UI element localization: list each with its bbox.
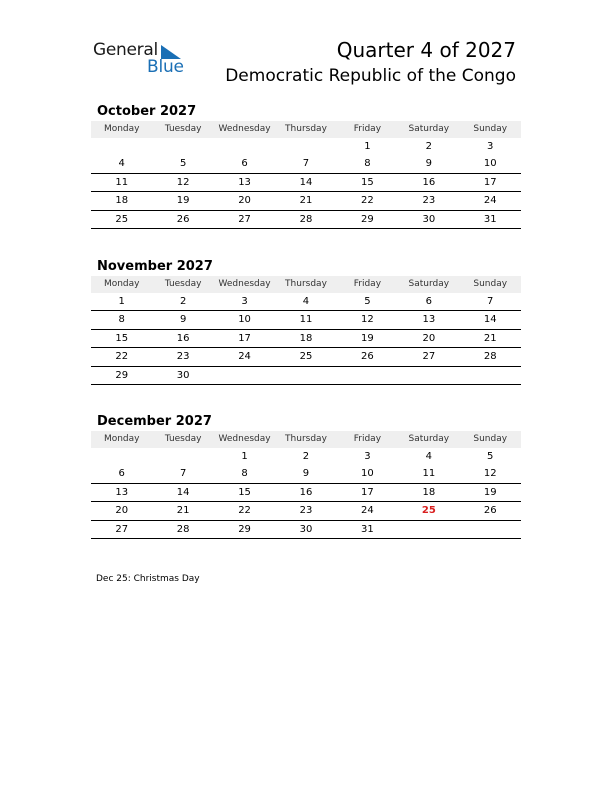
day-cell: 17 [483,176,497,188]
weekday-label: Sunday [473,124,508,134]
weekday-label: Friday [353,434,382,444]
day-cell: 16 [176,332,190,344]
day-cell: 15 [238,486,251,498]
day-cell: 26 [361,351,374,363]
month-november [91,258,521,385]
day-cell: 9 [302,468,310,480]
day-cell: 27 [115,523,129,535]
day-cell: 7 [179,468,187,480]
week-row [91,448,521,465]
weekday-label: Thursday [285,279,327,289]
day-cell: 6 [241,158,248,170]
week-row [91,521,521,539]
logo-word-general: General [93,40,158,60]
day-cell: 9 [179,314,187,326]
day-cell: 8 [241,468,248,480]
weekday-label: Saturday [408,124,450,134]
week-row [91,293,521,311]
day-cell [91,448,152,465]
page-subtitle: Democratic Republic of the Congo [225,66,516,86]
day-cell: 31 [483,213,497,225]
day-cell: 12 [176,176,190,188]
day-cell: 23 [422,195,436,207]
weekday-label: Monday [103,279,140,289]
day-cell [152,448,213,465]
day-cell: 24 [483,195,497,207]
day-cell: 30 [422,213,436,225]
day-cell: 5 [364,296,371,307]
weekday-label: Sunday [473,279,508,289]
weekday-label: Thursday [285,434,327,444]
day-cell [460,367,521,384]
day-cell: 6 [118,468,125,480]
day-cell: 18 [422,486,436,498]
day-cell: 7 [302,158,310,170]
page-title: Quarter 4 of 2027 [336,38,516,62]
month-name: December 2027 [97,414,212,429]
week-row [91,311,521,329]
weekday-label: Sunday [473,434,508,444]
week-row [91,502,521,520]
day-cell: 25 [115,213,129,225]
holiday-day-cell: 25 [421,505,436,517]
week-row [91,174,521,192]
day-cell: 19 [176,195,190,207]
day-cell: 13 [115,486,129,498]
weekday-label: Saturday [408,434,450,444]
weekday-header [91,276,521,293]
day-cell: 13 [238,176,251,188]
day-cell: 30 [299,523,313,535]
day-cell: 21 [483,332,497,344]
day-cell [398,367,459,384]
day-cell: 4 [302,296,310,307]
weekday-label: Saturday [408,279,450,289]
day-cell: 29 [361,213,374,225]
week-row [91,484,521,502]
day-cell: 9 [425,158,432,170]
day-cell: 12 [361,314,374,326]
week-row [91,367,521,385]
holiday-note: Dec 25: Christmas Day [96,574,200,584]
day-cell: 22 [115,351,129,363]
week-row [91,348,521,366]
week-row [91,192,521,210]
day-cell: 20 [238,195,251,207]
logo-word-blue: Blue [147,57,184,77]
day-cell: 29 [238,523,251,535]
day-cell: 6 [425,296,432,307]
day-cell: 28 [299,213,313,225]
day-cell [152,138,213,155]
weekday-label: Friday [353,124,382,134]
day-cell: 13 [422,314,436,326]
day-cell: 22 [361,195,374,207]
week-row [91,155,521,173]
day-cell: 14 [176,486,190,498]
weekday-label: Monday [103,434,140,444]
day-cell: 3 [487,141,494,152]
week-row [91,465,521,483]
day-cell: 5 [179,158,187,170]
day-cell: 1 [241,451,248,462]
day-cell: 20 [115,505,129,517]
weekday-label: Friday [353,279,382,289]
logo [93,40,193,80]
day-cell: 2 [302,451,310,462]
day-cell [214,138,275,155]
day-cell: 3 [241,296,248,307]
month-name: November 2027 [97,259,213,274]
week-row [91,211,521,229]
weekday-label: Tuesday [164,434,202,444]
day-cell: 11 [422,468,436,480]
weekday-label: Tuesday [164,279,202,289]
day-cell: 4 [118,158,125,170]
day-cell [398,521,459,538]
day-cell: 2 [179,296,187,307]
day-cell: 24 [361,505,374,517]
day-cell: 5 [487,451,494,462]
day-cell: 19 [483,486,497,498]
day-cell: 2 [425,141,432,152]
day-cell: 10 [483,158,497,170]
day-cell: 27 [238,213,251,225]
day-cell: 4 [425,451,432,462]
day-cell: 20 [422,332,436,344]
week-row [91,138,521,155]
weekday-label: Wednesday [218,434,271,444]
day-cell: 17 [238,332,251,344]
day-cell: 3 [364,451,371,462]
day-cell: 14 [483,314,497,326]
weekday-label: Wednesday [218,279,271,289]
day-cell: 10 [361,468,374,480]
weekday-label: Monday [103,124,140,134]
day-cell: 7 [487,296,494,307]
day-cell: 1 [118,296,125,307]
day-cell: 17 [361,486,374,498]
day-cell: 18 [115,195,129,207]
day-cell: 15 [115,332,129,344]
day-cell: 31 [361,523,374,535]
day-cell: 26 [176,213,190,225]
weekday-header [91,121,521,138]
day-cell: 27 [422,351,436,363]
day-cell: 24 [238,351,251,363]
day-cell: 19 [361,332,374,344]
month-october [91,103,521,229]
day-cell: 11 [299,314,313,326]
day-cell [460,521,521,538]
day-cell [275,138,336,155]
day-cell: 16 [299,486,313,498]
day-cell: 26 [483,505,497,517]
day-cell: 16 [422,176,436,188]
weekday-label: Thursday [285,124,327,134]
day-cell [214,367,275,384]
day-cell: 29 [115,369,129,381]
day-cell: 1 [364,141,371,152]
day-cell: 21 [176,505,190,517]
weekday-label: Wednesday [218,124,271,134]
day-cell: 8 [118,314,125,326]
month-december [91,413,521,539]
day-cell: 28 [176,523,190,535]
day-cell: 28 [483,351,497,363]
day-cell: 11 [115,176,129,188]
day-cell: 22 [238,505,251,517]
day-cell: 23 [299,505,313,517]
weekday-header [91,431,521,448]
day-cell: 25 [299,351,313,363]
day-cell: 18 [299,332,313,344]
week-row [91,330,521,348]
day-cell: 23 [176,351,190,363]
day-cell [337,367,398,384]
day-cell: 15 [361,176,374,188]
weekday-label: Tuesday [164,124,202,134]
day-cell [91,138,152,155]
day-cell: 21 [299,195,313,207]
day-cell [275,367,336,384]
day-cell: 8 [364,158,371,170]
day-cell: 30 [176,369,190,381]
day-cell: 12 [483,468,497,480]
month-name: October 2027 [97,104,197,119]
day-cell: 10 [238,314,251,326]
day-cell: 14 [299,176,313,188]
